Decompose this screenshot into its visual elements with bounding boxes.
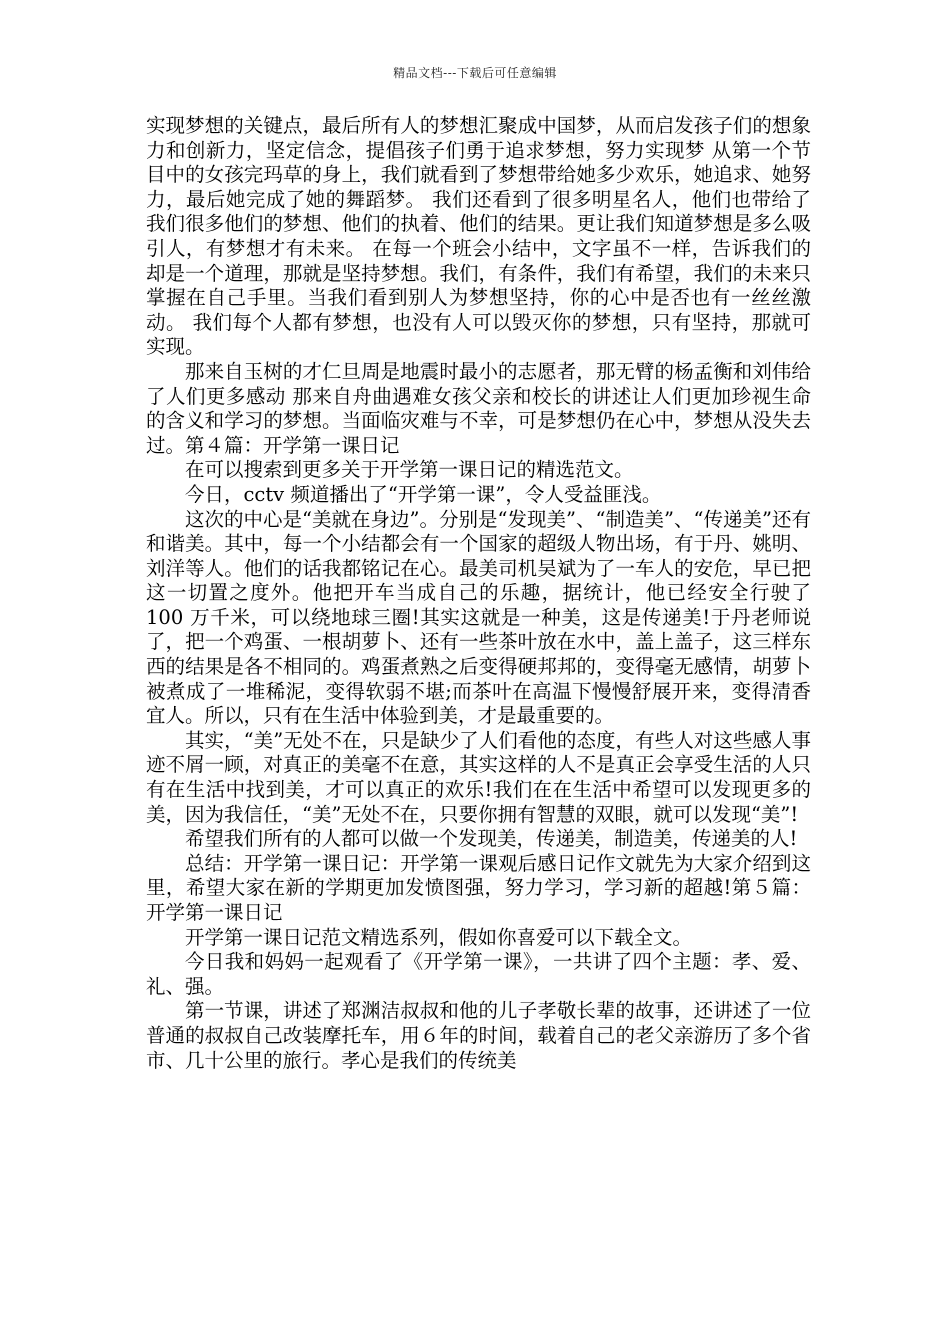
paragraph-5: 这次的中心是“美就在身边”。分别是“发现美”、“制造美”、“传递美”还有和谐美。其中，每一个小结都会有一个国家的超级人物出场，有于丹、姚明、刘洋等人。他们的话我都铭记在心。最美司机吴斌为了一车人的安危，早已把这一切置之度外。他把开车当成自己的乐趣，据统计，他已经安全行驶了 100 万千米，可以绕地球三圈!其实这就是一种美，这是传递美!于丹老师说了，把一个鸡蛋、一根胡萝卜、还有一些茶叶放在水中，盖上盖子，这三样东西的结果是各不相同的。鸡蛋煮熟之后变得硬邦邦的，变得毫无感情，胡萝卜被煮成了一堆稀泥，变得软弱不堪;而茶叶在高温下慢慢舒展开来，变得清香宜人。所以，只有在生活中体验到美，才是最重要的。 xyxy=(146,507,811,728)
paragraph-2: 那来自玉树的才仁旦周是地震时最小的志愿者，那无臂的杨孟衡和刘伟给了人们更多感动 那来自舟曲遇难女孩父亲和校长的讲述让人们更加珍视生命的含义和学习的梦想。当面临灾难与不幸，可是梦想仍在心中，梦想从没失去过。第４篇：开学第一课日记 xyxy=(146,359,811,457)
paragraph-8: 总结：开学第一课日记：开学第一课观后感日记作文就先为大家介绍到这里，希望大家在新的学期更加发愤图强，努力学习，学习新的超越!第５篇：开学第一课日记 xyxy=(146,851,811,924)
paragraph-6: 其实，“美”无处不在，只是缺少了人们看他的态度，有些人对这些感人事迹不屑一顾，对真正的美毫不在意，其实这样的人不是真正会享受生活的人只有在生活中找到美，才可以真正的欢乐!我们在在生活中希望可以发现更多的美，因为我信任，“美”无处不在，只要你拥有智慧的双眼，就可以发现“美”! xyxy=(146,728,811,826)
document-body xyxy=(146,114,811,1073)
paragraph-4: 今日，cctv 频道播出了“开学第一课”，令人受益匪浅。 xyxy=(185,482,662,506)
page-header: 精品文档---下载后可任意编辑 xyxy=(393,66,557,80)
paragraph-10: 今日我和妈妈一起观看了《开学第一课》，一共讲了四个主题：孝、爱、礼、强。 xyxy=(146,950,811,998)
paragraph-1: 实现梦想的关键点，最后所有人的梦想汇聚成中国梦，从而启发孩子们的想象力和创新力，坚定信念，提倡孩子们勇于追求梦想，努力实现梦 从第一个节目中的女孩完玛草的身上，我们就看到了梦想带给她多少欢乐，她追求、她努力，最后她完成了她的舞蹈梦。 我们还看到了很多明星名人，他们也带给了我们很多他们的梦想、他们的执着、他们的结果。更让我们知道梦想是多么吸引人，有梦想才有未来。 在每一个班会小结中，文字虽不一样，告诉我们的却是一个道理，那就是坚持梦想。我们，有条件，我们有希望，我们的未来只掌握在自己手里。当我们看到别人为梦想坚持，你的心中是否也有一丝丝激动。 我们每个人都有梦想，也没有人可以毁灭你的梦想，只有坚持，那就可实现。 xyxy=(146,114,811,359)
paragraph-7: 希望我们所有的人都可以做一个发现美，传递美，制造美，传递美的人! xyxy=(185,827,798,851)
paragraph-11: 第一节课，讲述了郑渊洁叔叔和他的儿子孝敬长辈的故事，还讲述了一位普通的叔叔自己改装摩托车，用６年的时间，载着自己的老父亲游历了多个省市、几十公里的旅行。孝心是我们的传统美 xyxy=(146,999,811,1072)
paragraph-9: 开学第一课日记范文精选系列，假如你喜爱可以下载全文。 xyxy=(185,925,693,949)
paragraph-3: 在可以搜索到更多关于开学第一课日记的精选范文。 xyxy=(185,458,634,482)
